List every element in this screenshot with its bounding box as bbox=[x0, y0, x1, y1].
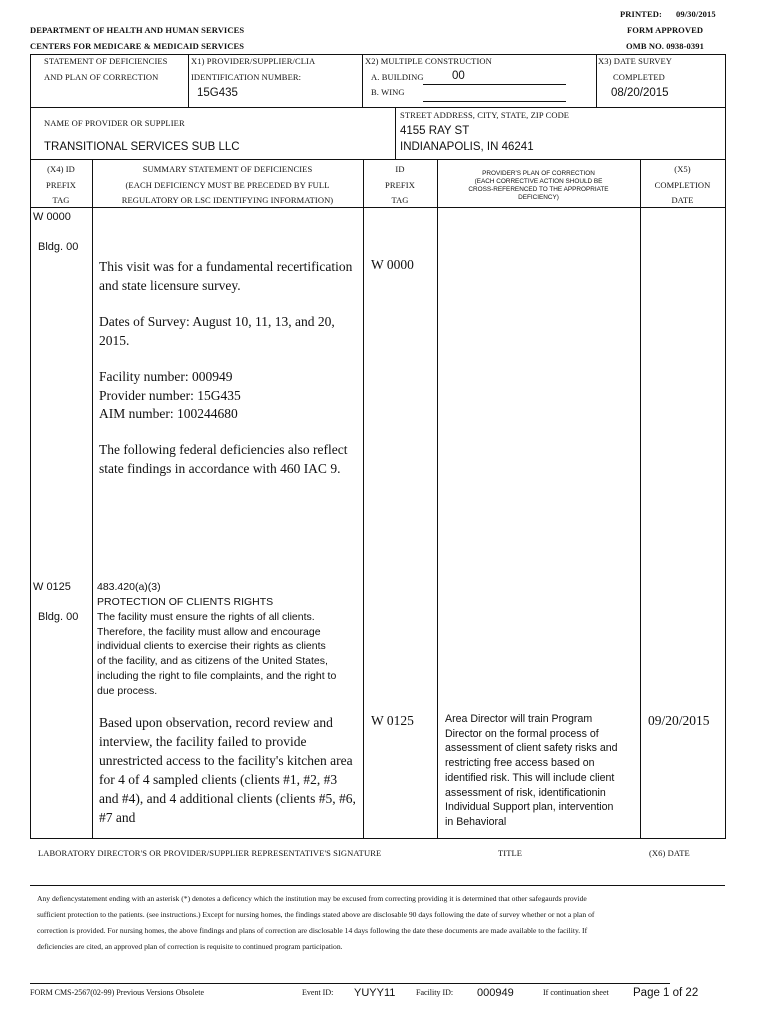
continuation-label: If continuation sheet bbox=[543, 988, 609, 997]
provider-name-label: NAME OF PROVIDER OR SUPPLIER bbox=[44, 118, 185, 128]
col-x4-id: (X4) ID bbox=[47, 164, 75, 174]
building-label: A. BUILDING bbox=[371, 72, 424, 82]
col-x4-tag: TAG bbox=[52, 195, 70, 205]
col-x5-completion: COMPLETION bbox=[654, 180, 711, 190]
facility-id-value: 000949 bbox=[477, 987, 514, 999]
page-number: Page 1 of 22 bbox=[633, 987, 699, 999]
entry-paragraph-1: This visit was for a fundamental recertification and state licensure survey. bbox=[99, 259, 353, 293]
statement-label-2: AND PLAN OF CORRECTION bbox=[44, 72, 159, 82]
regulation-cite: 483.420(a)(3) bbox=[97, 581, 161, 593]
table-top-border bbox=[30, 54, 725, 55]
form-id: FORM CMS-2567(02-99) Previous Versions Obsolete bbox=[30, 988, 205, 997]
divider bbox=[437, 159, 438, 838]
plan-tag-w0125: W 0125 bbox=[371, 713, 414, 728]
omb-number: OMB NO. 0938-0391 bbox=[626, 41, 704, 51]
col-summary-2: (EACH DEFICIENCY MUST BE PRECEDED BY FULL bbox=[125, 180, 330, 190]
address-label: STREET ADDRESS, CITY, STATE, ZIP CODE bbox=[400, 110, 570, 120]
disclaimer-text: Any defiencystatement ending with an asterisk (*) denotes a deficency which the institution may be excused from correcting providing it is determined that other safegaurds provide sufficient protection to the patients. (see instructions.) Except for nursing homes, the findings stated above are disclosable 90 days following the date of survey whether or not a plan of correction is provided. For nursing homes, the above findings and plans of correction are disclosable 14 days following the date these documents are made available to the facility. If deficiencies are cited, an approved plan of correction is requisite to continued program participation. bbox=[37, 894, 595, 951]
entry-tag-w0000: W 0000 bbox=[33, 211, 71, 223]
x3-label-2: COMPLETED bbox=[613, 72, 665, 82]
col-id-tag: TAG bbox=[391, 195, 409, 205]
x2-label: X2) MULTIPLE CONSTRUCTION bbox=[365, 56, 492, 66]
divider bbox=[30, 983, 670, 984]
divider bbox=[30, 885, 725, 886]
entry-bldg-2: Bldg. 00 bbox=[38, 611, 79, 623]
regulation-text: The facility must ensure the rights of all clients. Therefore, the facility must allow and encourage individual clients to exercise their rights as clients of the facility, and as citizens of the United States, including the right to file complaints, and the right to due process. bbox=[97, 611, 337, 697]
divider bbox=[362, 54, 363, 108]
plan-tag-w0000: W 0000 bbox=[371, 257, 414, 272]
entry-paragraph-3: The following federal deficiencies also reflect state findings in accordance with 460 IAC 9. bbox=[99, 442, 348, 476]
building-underline bbox=[423, 84, 566, 85]
wing-label: B. WING bbox=[371, 87, 405, 97]
x3-date-completed: 08/20/2015 bbox=[611, 87, 669, 99]
printed-label: PRINTED: bbox=[620, 9, 662, 19]
entry-bldg-1: Bldg. 00 bbox=[38, 241, 79, 253]
finding-text: Based upon observation, record review and interview, the facility failed to provide unrestricted access to the facility's kitchen area for 4 of 4 sampled clients (clients #1, #2, #3 and #4), and 4 additional clients (clients #5, #6, #7 and bbox=[99, 715, 356, 825]
divider bbox=[92, 159, 93, 838]
regulation-title: PROTECTION OF CLIENTS RIGHTS bbox=[97, 596, 274, 608]
centers-title: CENTERS FOR MEDICARE & MEDICAID SERVICES bbox=[30, 41, 245, 51]
event-id-value: YUYY11 bbox=[354, 987, 396, 999]
table-right-border bbox=[725, 54, 726, 839]
divider bbox=[395, 107, 396, 160]
col-summary-3: REGULATORY OR LSC IDENTIFYING INFORMATION) bbox=[121, 195, 334, 205]
facility-id-label: Facility ID: bbox=[416, 988, 454, 997]
divider bbox=[640, 159, 641, 838]
x3-label-1: X3) DATE SURVEY bbox=[598, 56, 673, 66]
provider-name: TRANSITIONAL SERVICES SUB LLC bbox=[44, 141, 240, 153]
col-x4-prefix: PREFIX bbox=[46, 180, 76, 190]
col-id: ID bbox=[395, 164, 405, 174]
x1-provider-id: 15G435 bbox=[197, 87, 238, 99]
title-label: TITLE bbox=[498, 848, 523, 858]
col-summary-1: SUMMARY STATEMENT OF DEFICIENCIES bbox=[142, 164, 313, 174]
col-plan-2: (EACH CORRECTIVE ACTION SHOULD BE bbox=[474, 178, 603, 185]
printed-date: 09/30/2015 bbox=[676, 9, 716, 19]
entry-paragraph-2: Dates of Survey: August 10, 11, 13, and 20, 2015. bbox=[99, 314, 335, 348]
divider bbox=[30, 159, 725, 160]
col-plan-1: PROVIDER'S PLAN OF CORRECTION bbox=[482, 170, 595, 177]
divider bbox=[188, 54, 189, 108]
provider-number: Provider number: 15G435 bbox=[99, 388, 241, 403]
x1-label-2: IDENTIFICATION NUMBER: bbox=[191, 72, 302, 82]
col-plan-4: DEFICIENCY) bbox=[518, 194, 559, 201]
facility-number: Facility number: 000949 bbox=[99, 369, 233, 384]
aim-number: AIM number: 100244680 bbox=[99, 406, 238, 421]
wing-underline bbox=[423, 101, 566, 102]
address-line-2: INDIANAPOLIS, IN 46241 bbox=[400, 141, 534, 153]
event-id-label: Event ID: bbox=[302, 988, 334, 997]
col-plan-3: CROSS-REFERENCED TO THE APPROPRIATE bbox=[468, 186, 609, 193]
department-title: DEPARTMENT OF HEALTH AND HUMAN SERVICES bbox=[30, 25, 245, 35]
col-id-prefix: PREFIX bbox=[385, 180, 415, 190]
col-x5: (X5) bbox=[674, 164, 691, 174]
address-line-1: 4155 RAY ST bbox=[400, 125, 470, 137]
x1-label-1: X1) PROVIDER/SUPPLIER/CLIA bbox=[191, 56, 316, 66]
director-signature-label: LABORATORY DIRECTOR'S OR PROVIDER/SUPPLIER REPRESENTATIVE'S SIGNATURE bbox=[38, 848, 382, 858]
completion-date: 09/20/2015 bbox=[648, 713, 710, 728]
plan-of-correction-text: Area Director will train Program Director on the formal process of assessment of client safety risks and restricting free access based on identified risk. This will include client assessment of risk, identificationin Individual Support plan, intervention in Behavioral bbox=[445, 713, 618, 828]
x6-date-label: (X6) DATE bbox=[649, 848, 690, 858]
divider bbox=[30, 207, 725, 208]
divider bbox=[363, 159, 364, 838]
divider bbox=[596, 54, 597, 108]
form-approved-label: FORM APPROVED bbox=[627, 25, 704, 35]
entry-tag-w0125: W 0125 bbox=[33, 581, 71, 593]
divider bbox=[30, 107, 725, 108]
table-bottom-border bbox=[30, 838, 725, 839]
col-x5-date: DATE bbox=[671, 195, 694, 205]
building-value: 00 bbox=[452, 70, 465, 82]
statement-label-1: STATEMENT OF DEFICIENCIES bbox=[44, 56, 168, 66]
